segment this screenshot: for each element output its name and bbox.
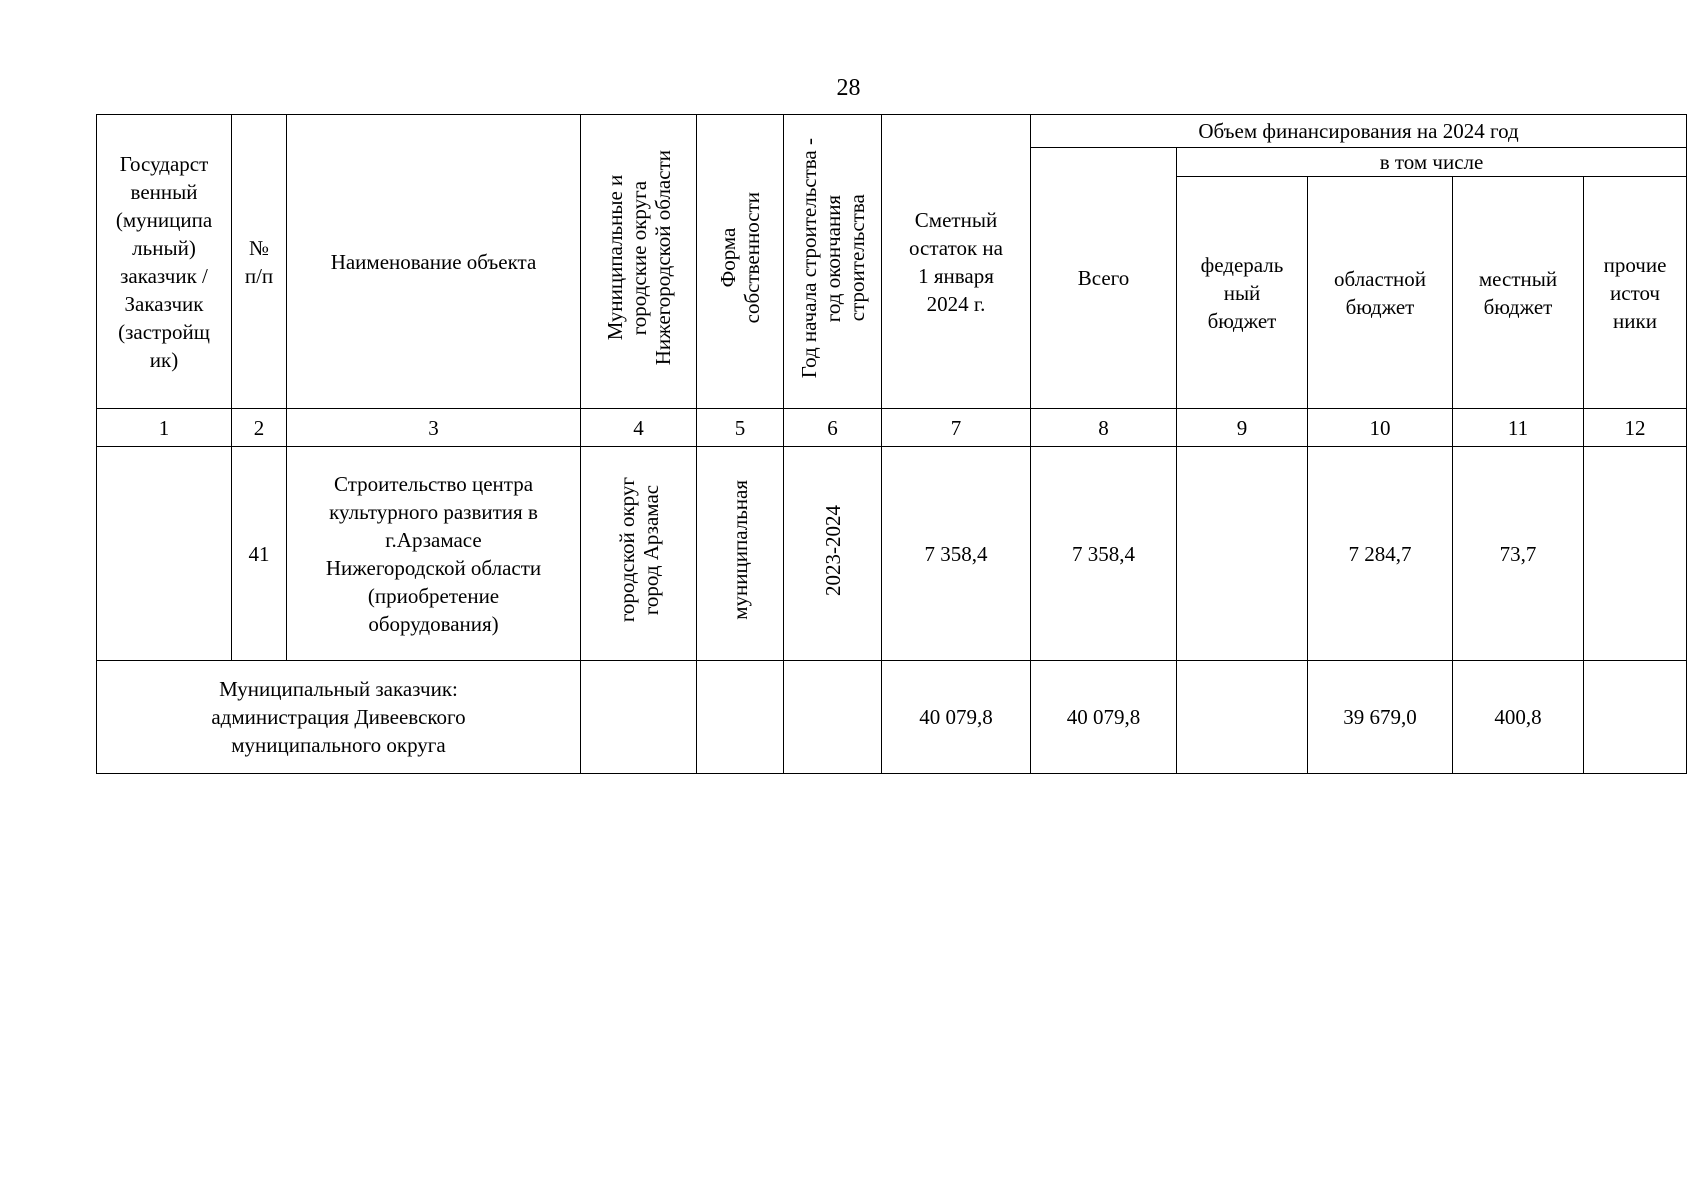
header-years: Год начала строительства - год окончания строительства — [784, 115, 882, 409]
column-number: 5 — [697, 409, 784, 447]
column-number: 9 — [1177, 409, 1308, 447]
cell-years: 2023-2024 — [784, 447, 882, 661]
summary-other — [1584, 661, 1687, 774]
column-number: 2 — [232, 409, 287, 447]
header-customer: Государст венный (муниципа льный) заказчик / Заказчик (застройщ ик) — [97, 115, 232, 409]
header-other: прочие источ ники — [1584, 177, 1687, 409]
cell-customer — [97, 447, 232, 661]
summary-estimate-remainder: 40 079,8 — [882, 661, 1031, 774]
cell-district: городской округ город Арзамас — [581, 447, 697, 661]
header-row-1 — [97, 115, 1687, 148]
header-local: местный бюджет — [1453, 177, 1584, 409]
header-total: Всего — [1031, 148, 1177, 409]
header-object-name: Наименование объекта — [287, 115, 581, 409]
cell-federal — [1177, 447, 1308, 661]
column-number: 4 — [581, 409, 697, 447]
column-numbers-row — [97, 409, 1687, 447]
table-row — [97, 447, 1687, 661]
header-federal: федераль ный бюджет — [1177, 177, 1308, 409]
summary-years — [784, 661, 882, 774]
header-including: в том числе — [1177, 148, 1687, 177]
summary-total: 40 079,8 — [1031, 661, 1177, 774]
cell-number: 41 — [232, 447, 287, 661]
column-number: 1 — [97, 409, 232, 447]
header-regional: областной бюджет — [1308, 177, 1453, 409]
header-district: Муниципальные и городские округа Нижегородской области — [581, 115, 697, 409]
cell-other — [1584, 447, 1687, 661]
column-number: 7 — [882, 409, 1031, 447]
summary-federal — [1177, 661, 1308, 774]
header-number: № п/п — [232, 115, 287, 409]
column-number: 11 — [1453, 409, 1584, 447]
summary-district — [581, 661, 697, 774]
summary-local: 400,8 — [1453, 661, 1584, 774]
cell-object-name: Строительство центра культурного развития в г.Арзамасе Нижегородской области (приобретение оборудования) — [287, 447, 581, 661]
column-number: 10 — [1308, 409, 1453, 447]
cell-local: 73,7 — [1453, 447, 1584, 661]
header-ownership: Форма собственности — [697, 115, 784, 409]
summary-label: Муниципальный заказчик: администрация Дивеевского муниципального округа — [97, 661, 581, 774]
cell-total: 7 358,4 — [1031, 447, 1177, 661]
summary-ownership — [697, 661, 784, 774]
column-number: 3 — [287, 409, 581, 447]
summary-regional: 39 679,0 — [1308, 661, 1453, 774]
financing-table — [96, 114, 1687, 774]
header-financing-group: Объем финансирования на 2024 год — [1031, 115, 1687, 148]
header-estimate-remainder: Сметный остаток на 1 января 2024 г. — [882, 115, 1031, 409]
cell-ownership: муниципальная — [697, 447, 784, 661]
column-number: 8 — [1031, 409, 1177, 447]
cell-estimate-remainder: 7 358,4 — [882, 447, 1031, 661]
summary-row — [97, 661, 1687, 774]
cell-regional: 7 284,7 — [1308, 447, 1453, 661]
page-number: 28 — [836, 75, 861, 101]
column-number: 12 — [1584, 409, 1687, 447]
column-number: 6 — [784, 409, 882, 447]
